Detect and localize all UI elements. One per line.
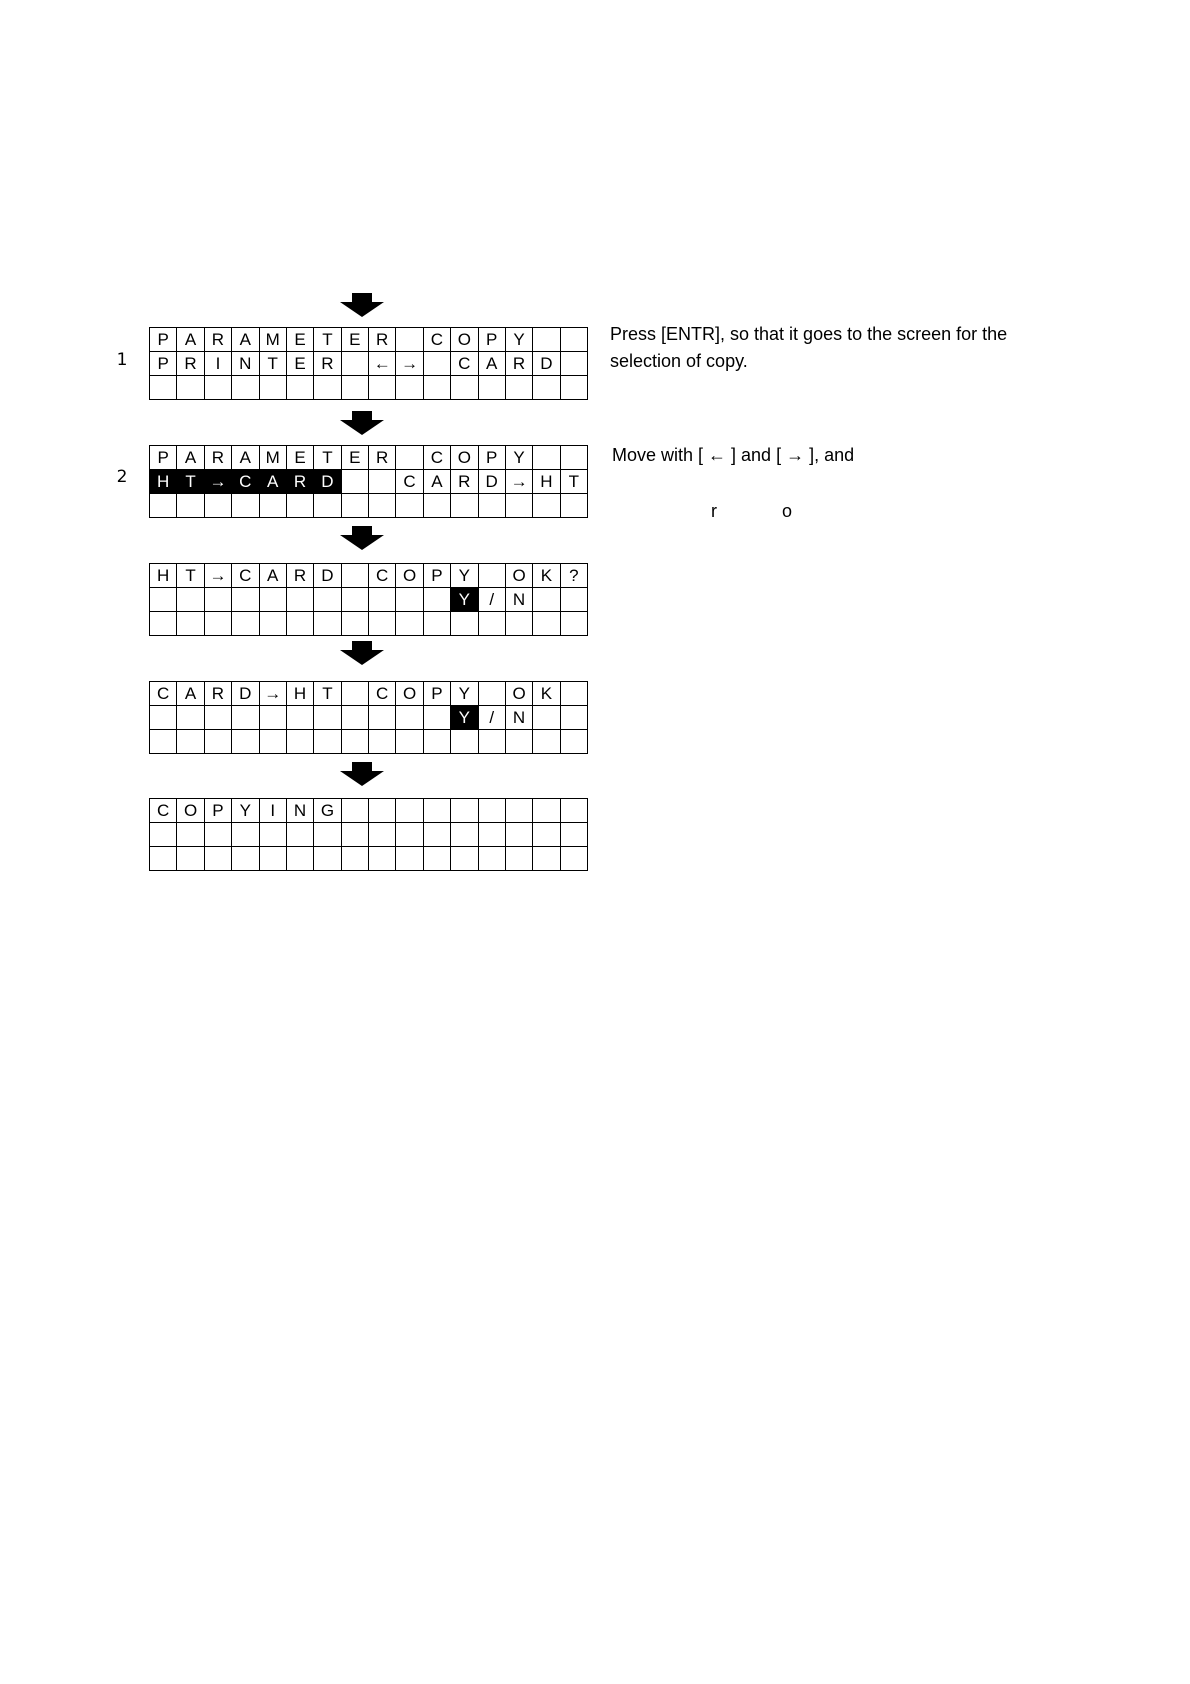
lcd-cell: D <box>478 470 505 494</box>
lcd-cell <box>396 823 423 847</box>
lcd-cell <box>232 847 259 871</box>
lcd-cell: / <box>478 588 505 612</box>
lcd-cell <box>286 706 313 730</box>
lcd-cell: R <box>204 446 231 470</box>
lcd-grid <box>149 681 588 754</box>
lcd-cell <box>341 588 368 612</box>
lcd-cell <box>478 494 505 518</box>
step1-instruction-line2: selection of copy. <box>610 351 748 371</box>
lcd-cell <box>396 588 423 612</box>
lcd-screen-parameter-copy <box>149 327 588 396</box>
lcd-cell: E <box>286 352 313 376</box>
lcd-cell <box>341 352 368 376</box>
lcd-cell <box>560 328 587 352</box>
lcd-cell <box>341 376 368 400</box>
lcd-cell-highlighted: D <box>314 470 341 494</box>
step1-instruction <box>610 321 1007 375</box>
lcd-cell <box>369 494 396 518</box>
lcd-row <box>150 352 588 376</box>
lcd-cell <box>286 730 313 754</box>
lcd-cell <box>560 352 587 376</box>
lcd-cell: O <box>451 446 478 470</box>
lcd-cell <box>533 376 560 400</box>
lcd-cell: H <box>533 470 560 494</box>
lcd-cell <box>369 612 396 636</box>
lcd-cell: D <box>232 682 259 706</box>
lcd-cell: ? <box>560 564 587 588</box>
lcd-cell <box>150 376 177 400</box>
lcd-cell <box>177 612 204 636</box>
lcd-cell: P <box>204 799 231 823</box>
lcd-cell: E <box>341 446 368 470</box>
lcd-cell: C <box>150 682 177 706</box>
lcd-cell: C <box>396 470 423 494</box>
lcd-cell: T <box>560 470 587 494</box>
lcd-grid <box>149 798 588 871</box>
lcd-row <box>150 823 588 847</box>
lcd-cell <box>369 470 396 494</box>
lcd-cell: R <box>177 352 204 376</box>
lcd-cell <box>177 847 204 871</box>
lcd-cell <box>314 706 341 730</box>
lcd-cell <box>204 730 231 754</box>
lcd-row <box>150 612 588 636</box>
lcd-cell: R <box>451 470 478 494</box>
lcd-cell: C <box>150 799 177 823</box>
lcd-cell <box>204 612 231 636</box>
lcd-cell <box>150 847 177 871</box>
lcd-cell <box>451 847 478 871</box>
lcd-cell <box>177 588 204 612</box>
step-number: 1 <box>116 350 128 370</box>
lcd-cell <box>423 706 450 730</box>
lcd-cell: Y <box>505 446 532 470</box>
lcd-cell-highlighted: → <box>204 470 231 494</box>
down-arrow-icon <box>338 293 386 317</box>
lcd-cell <box>478 612 505 636</box>
lcd-cell <box>232 494 259 518</box>
lcd-cell <box>505 612 532 636</box>
lcd-cell: O <box>177 799 204 823</box>
lcd-cell <box>341 730 368 754</box>
lcd-cell <box>286 588 313 612</box>
lcd-cell <box>150 706 177 730</box>
lcd-cell <box>478 799 505 823</box>
lcd-cell: P <box>478 446 505 470</box>
lcd-cell: O <box>505 682 532 706</box>
lcd-cell <box>177 376 204 400</box>
lcd-cell <box>505 494 532 518</box>
lcd-screen-copy-direction <box>149 445 588 514</box>
lcd-cell <box>478 376 505 400</box>
lcd-cell <box>259 612 286 636</box>
lcd-cell <box>423 376 450 400</box>
lcd-cell <box>396 328 423 352</box>
lcd-cell: R <box>369 446 396 470</box>
lcd-cell: P <box>150 352 177 376</box>
lcd-row <box>150 847 588 871</box>
lcd-cell <box>560 376 587 400</box>
lcd-cell <box>232 706 259 730</box>
lcd-cell <box>232 376 259 400</box>
lcd-cell <box>533 799 560 823</box>
lcd-cell <box>369 847 396 871</box>
lcd-row <box>150 328 588 352</box>
lcd-cell <box>423 352 450 376</box>
lcd-cell <box>423 730 450 754</box>
lcd-cell: A <box>177 682 204 706</box>
lcd-cell <box>177 823 204 847</box>
lcd-cell: A <box>232 328 259 352</box>
lcd-cell <box>150 588 177 612</box>
lcd-cell: / <box>478 706 505 730</box>
lcd-cell: ← <box>369 352 396 376</box>
lcd-cell <box>259 847 286 871</box>
lcd-cell: A <box>177 446 204 470</box>
lcd-cell: R <box>204 682 231 706</box>
lcd-cell <box>451 494 478 518</box>
lcd-cell: D <box>533 352 560 376</box>
lcd-cell-highlighted: H <box>150 470 177 494</box>
lcd-cell: D <box>314 564 341 588</box>
lcd-cell: → <box>204 564 231 588</box>
lcd-cell <box>341 564 368 588</box>
lcd-cell: E <box>286 328 313 352</box>
lcd-screen-ht-to-card-confirm <box>149 563 588 632</box>
lcd-cell <box>259 494 286 518</box>
lcd-cell <box>478 730 505 754</box>
lcd-cell <box>314 612 341 636</box>
lcd-cell <box>369 376 396 400</box>
lcd-cell <box>505 823 532 847</box>
lcd-cell <box>286 612 313 636</box>
lcd-cell <box>533 612 560 636</box>
lcd-cell <box>423 612 450 636</box>
lcd-cell <box>232 823 259 847</box>
lcd-cell <box>369 799 396 823</box>
lcd-cell: H <box>286 682 313 706</box>
lcd-cell <box>204 706 231 730</box>
lcd-cell <box>369 730 396 754</box>
step-number: 2 <box>116 467 128 487</box>
lcd-cell <box>259 706 286 730</box>
lcd-cell <box>560 682 587 706</box>
lcd-cell <box>259 730 286 754</box>
lcd-cell: C <box>451 352 478 376</box>
lcd-cell-highlighted: R <box>286 470 313 494</box>
down-arrow-icon <box>338 762 386 786</box>
lcd-cell <box>177 706 204 730</box>
lcd-cell: → <box>396 352 423 376</box>
lcd-cell <box>314 823 341 847</box>
lcd-cell: T <box>314 328 341 352</box>
lcd-cell: R <box>314 352 341 376</box>
lcd-cell: P <box>150 328 177 352</box>
lcd-cell: C <box>369 682 396 706</box>
lcd-cell <box>314 730 341 754</box>
lcd-cell <box>341 799 368 823</box>
lcd-cell <box>204 823 231 847</box>
lcd-cell: K <box>533 564 560 588</box>
lcd-cell <box>314 847 341 871</box>
lcd-cell: C <box>423 446 450 470</box>
lcd-screen-copying <box>149 798 588 867</box>
lcd-cell <box>204 376 231 400</box>
lcd-cell-highlighted: Y <box>451 588 478 612</box>
lcd-cell: O <box>396 564 423 588</box>
lcd-cell <box>232 612 259 636</box>
lcd-cell <box>560 823 587 847</box>
lcd-cell: P <box>150 446 177 470</box>
lcd-cell: → <box>505 470 532 494</box>
lcd-cell: M <box>259 446 286 470</box>
lcd-cell <box>259 588 286 612</box>
lcd-cell-highlighted: C <box>232 470 259 494</box>
lcd-cell <box>533 823 560 847</box>
lcd-cell <box>533 847 560 871</box>
lcd-cell: → <box>259 682 286 706</box>
lcd-cell <box>286 376 313 400</box>
step2-instruction-fragment: r <box>711 501 717 521</box>
lcd-cell <box>369 588 396 612</box>
lcd-cell <box>560 706 587 730</box>
lcd-cell <box>451 612 478 636</box>
lcd-cell <box>150 612 177 636</box>
lcd-cell <box>286 494 313 518</box>
lcd-cell <box>341 847 368 871</box>
lcd-cell <box>314 588 341 612</box>
lcd-cell <box>560 494 587 518</box>
lcd-cell: A <box>177 328 204 352</box>
lcd-cell <box>286 847 313 871</box>
lcd-cell <box>533 588 560 612</box>
lcd-cell: O <box>505 564 532 588</box>
lcd-cell <box>560 588 587 612</box>
lcd-row <box>150 446 588 470</box>
lcd-row <box>150 376 588 400</box>
lcd-cell: M <box>259 328 286 352</box>
lcd-cell <box>451 376 478 400</box>
lcd-cell <box>505 730 532 754</box>
lcd-cell <box>286 823 313 847</box>
lcd-cell <box>259 823 286 847</box>
lcd-cell: Y <box>451 564 478 588</box>
lcd-cell <box>314 494 341 518</box>
lcd-cell: T <box>259 352 286 376</box>
lcd-cell <box>423 799 450 823</box>
lcd-cell: E <box>286 446 313 470</box>
lcd-cell <box>533 446 560 470</box>
lcd-cell: H <box>150 564 177 588</box>
lcd-cell <box>341 494 368 518</box>
step1-instruction-line1: Press [ENTR], so that it goes to the screen for the <box>610 324 1008 344</box>
lcd-cell: K <box>533 682 560 706</box>
lcd-row <box>150 799 588 823</box>
down-arrow-icon <box>338 641 386 665</box>
lcd-cell <box>341 682 368 706</box>
lcd-grid <box>149 445 588 518</box>
lcd-cell: E <box>341 328 368 352</box>
lcd-cell <box>259 376 286 400</box>
lcd-cell <box>232 730 259 754</box>
lcd-cell <box>560 799 587 823</box>
lcd-row <box>150 730 588 754</box>
down-arrow-icon <box>338 526 386 550</box>
lcd-cell <box>341 470 368 494</box>
lcd-row <box>150 470 588 494</box>
lcd-cell <box>423 823 450 847</box>
lcd-cell-highlighted: Y <box>451 706 478 730</box>
lcd-cell <box>396 612 423 636</box>
lcd-cell <box>478 564 505 588</box>
lcd-cell: R <box>505 352 532 376</box>
lcd-cell: A <box>478 352 505 376</box>
lcd-cell <box>369 823 396 847</box>
lcd-cell: C <box>369 564 396 588</box>
lcd-row <box>150 682 588 706</box>
lcd-cell: T <box>177 564 204 588</box>
lcd-cell <box>560 446 587 470</box>
lcd-cell <box>396 706 423 730</box>
lcd-cell: R <box>204 328 231 352</box>
lcd-grid <box>149 327 588 400</box>
lcd-cell <box>560 612 587 636</box>
lcd-cell <box>478 823 505 847</box>
lcd-cell <box>177 730 204 754</box>
lcd-cell <box>533 328 560 352</box>
lcd-cell <box>341 706 368 730</box>
lcd-cell <box>204 494 231 518</box>
lcd-row <box>150 706 588 730</box>
lcd-cell <box>533 730 560 754</box>
lcd-grid <box>149 563 588 636</box>
lcd-cell <box>423 494 450 518</box>
lcd-cell: A <box>259 564 286 588</box>
lcd-cell: I <box>259 799 286 823</box>
step2-instruction-line1: Move with [ ← ] and [ → ], and <box>612 445 855 465</box>
down-arrow-icon <box>338 411 386 435</box>
lcd-cell <box>204 847 231 871</box>
lcd-cell <box>150 823 177 847</box>
lcd-cell <box>341 823 368 847</box>
lcd-cell: P <box>478 328 505 352</box>
lcd-cell <box>451 730 478 754</box>
lcd-cell: A <box>423 470 450 494</box>
lcd-cell: Y <box>505 328 532 352</box>
lcd-cell: G <box>314 799 341 823</box>
lcd-cell: R <box>286 564 313 588</box>
lcd-cell <box>232 588 259 612</box>
lcd-cell <box>533 706 560 730</box>
lcd-cell <box>396 446 423 470</box>
lcd-cell <box>396 494 423 518</box>
lcd-cell: N <box>232 352 259 376</box>
step2-instruction-fragment: o <box>782 501 793 521</box>
lcd-cell: P <box>423 564 450 588</box>
lcd-cell <box>396 376 423 400</box>
lcd-row <box>150 494 588 518</box>
lcd-cell <box>423 588 450 612</box>
lcd-cell: Y <box>451 682 478 706</box>
lcd-cell <box>396 847 423 871</box>
lcd-cell <box>341 612 368 636</box>
lcd-cell: C <box>232 564 259 588</box>
lcd-cell: N <box>286 799 313 823</box>
lcd-cell <box>505 376 532 400</box>
lcd-cell <box>177 494 204 518</box>
lcd-row <box>150 564 588 588</box>
lcd-row <box>150 588 588 612</box>
lcd-cell: P <box>423 682 450 706</box>
lcd-cell <box>451 799 478 823</box>
lcd-cell <box>314 376 341 400</box>
lcd-cell <box>150 730 177 754</box>
lcd-cell: O <box>451 328 478 352</box>
lcd-cell <box>369 706 396 730</box>
lcd-cell: N <box>505 706 532 730</box>
lcd-cell <box>560 847 587 871</box>
lcd-cell <box>533 494 560 518</box>
lcd-cell <box>150 494 177 518</box>
lcd-cell <box>505 799 532 823</box>
lcd-cell: T <box>314 446 341 470</box>
lcd-cell <box>396 799 423 823</box>
lcd-cell: O <box>396 682 423 706</box>
lcd-cell <box>478 847 505 871</box>
lcd-cell <box>396 730 423 754</box>
lcd-cell <box>505 847 532 871</box>
lcd-cell <box>451 823 478 847</box>
lcd-cell <box>560 730 587 754</box>
lcd-cell: A <box>232 446 259 470</box>
lcd-cell-highlighted: T <box>177 470 204 494</box>
lcd-cell: I <box>204 352 231 376</box>
lcd-cell: T <box>314 682 341 706</box>
lcd-cell: Y <box>232 799 259 823</box>
lcd-cell <box>423 847 450 871</box>
lcd-cell-highlighted: A <box>259 470 286 494</box>
lcd-cell: R <box>369 328 396 352</box>
lcd-screen-card-to-ht-confirm <box>149 681 588 750</box>
lcd-cell: C <box>423 328 450 352</box>
lcd-cell: N <box>505 588 532 612</box>
lcd-cell <box>204 588 231 612</box>
lcd-cell <box>478 682 505 706</box>
